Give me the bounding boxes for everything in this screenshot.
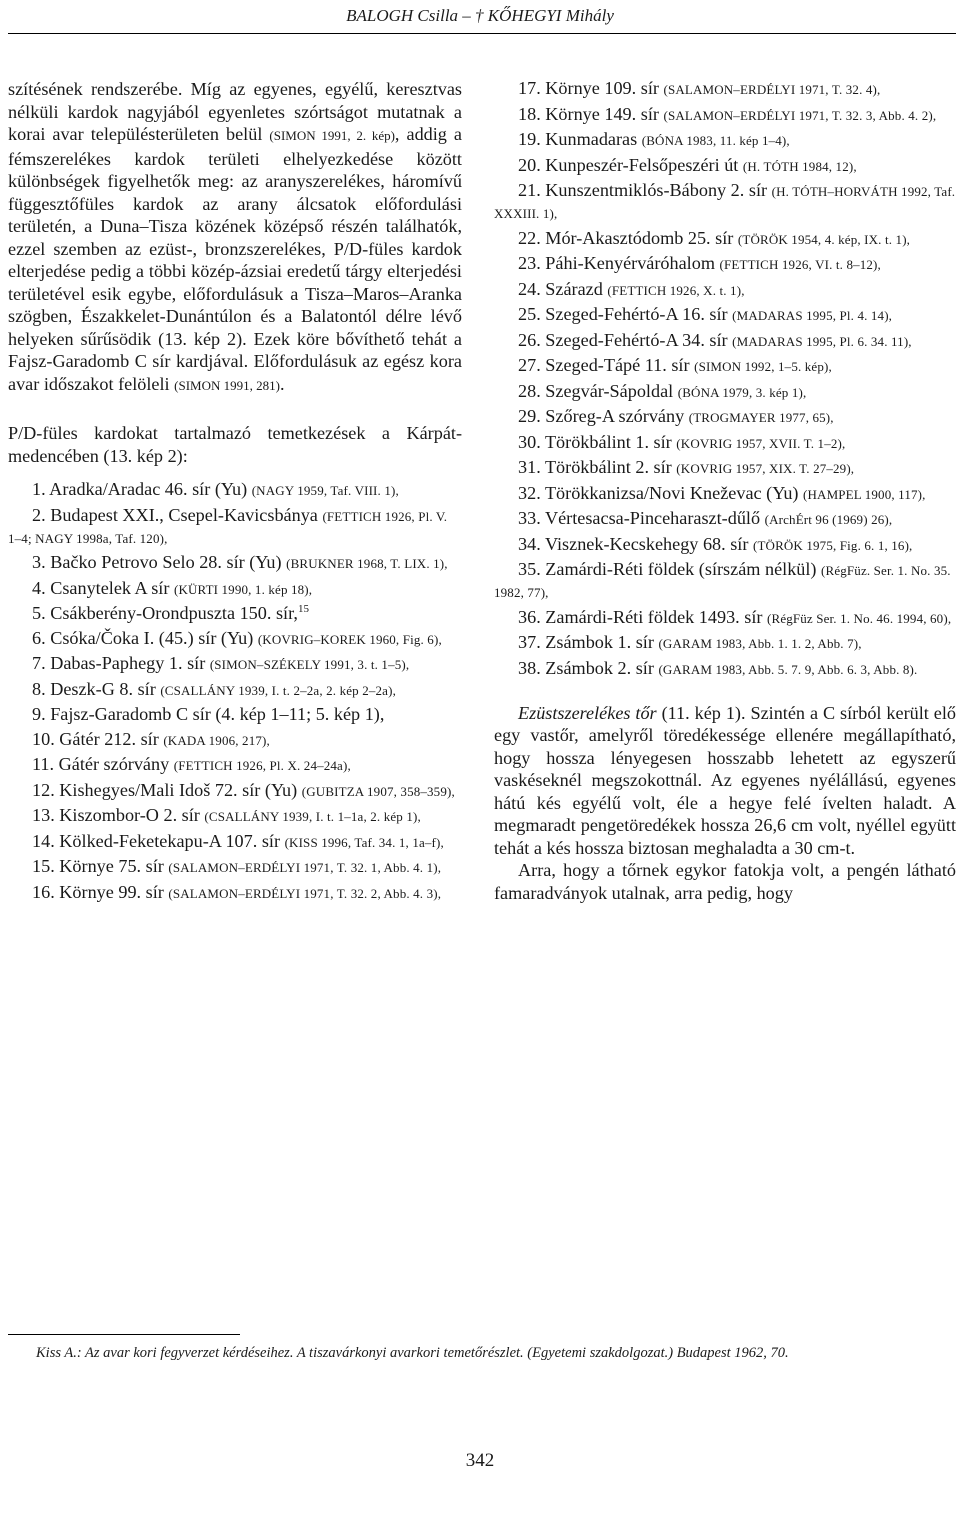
list-item-main: 35. Zamárdi-Réti földek (sírszám nélkül) xyxy=(518,559,822,579)
list-item-main: 18. Környe 149. sír xyxy=(518,103,664,124)
list-item-main: 37. Zsámbok 1. sír xyxy=(518,632,659,652)
list-item xyxy=(494,330,956,352)
list-item xyxy=(8,780,462,802)
list-item-citation: (BÓNA 1983, 11. kép 1–4), xyxy=(641,133,790,148)
list-item xyxy=(8,754,462,776)
list-item xyxy=(8,628,462,650)
header-divider xyxy=(8,33,956,34)
list-item-citation: (FETTICH 1926, X. t. 1), xyxy=(607,282,745,298)
list-item-main: 29. Szőreg-A szórvány xyxy=(518,406,689,426)
list-item-citation: (FETTICH 1926, VI. t. 8–12), xyxy=(719,257,881,272)
list-item-citation: (KOVRIG 1957, XVII. T. 1–2), xyxy=(676,435,846,451)
footnote-marker: 15 xyxy=(297,602,309,615)
list-item-citation: (FETTICH 1926, Pl. X. 24–24a), xyxy=(173,758,351,773)
list-item-main: 22. Mór-Akasztódomb 25. sír xyxy=(518,227,738,248)
list-item-citation: (GARAM 1983, Abb. 1. 1. 2, Abb. 7), xyxy=(658,636,862,651)
list-item-main: 30. Törökbálint 1. sír xyxy=(518,431,677,452)
list-item-main: 5. Csákberény-Orondpuszta 150. sír, xyxy=(32,603,298,623)
list-item xyxy=(8,578,462,600)
list-item-main: 23. Páhi-Kenyérváróhalom xyxy=(518,253,720,273)
list-item xyxy=(8,856,462,878)
list-item-citation: (MADARAS 1995, Pl. 4. 14), xyxy=(732,308,893,323)
running-header: BALOGH Csilla – † KŐHEGYI Mihály xyxy=(346,6,614,25)
list-item-main: 26. Szeged-Fehértó-A 34. sír xyxy=(518,329,733,350)
list-item xyxy=(494,406,956,428)
list-item-main: 6. Csóka/Čoka I. (45.) sír (Yu) xyxy=(32,627,258,648)
list-item-main: 20. Kunpeszér-Felsőpeszéri út xyxy=(518,154,743,175)
list-item xyxy=(8,679,462,701)
list-item xyxy=(494,658,956,680)
list-item-main: 38. Zsámbok 2. sír xyxy=(518,657,659,678)
intro-ref-2: (SIMON 1991, 281) xyxy=(174,377,280,393)
list-item-main: 1. Aradka/Aradac 46. sír (Yu) xyxy=(32,479,252,499)
list-item xyxy=(8,479,462,501)
list-item-citation: (CSALLÁNY 1939, I. t. 1–1a, 2. kép 1), xyxy=(204,809,421,824)
burial-list-left xyxy=(8,479,462,904)
list-item-citation: (RégFüz. Ser. 1. No. 35. 1982, 77), xyxy=(494,563,951,600)
burial-list-right xyxy=(494,78,956,680)
list-item-main: 31. Törökbálint 2. sír xyxy=(518,457,677,477)
list-item-citation: (SALAMON–ERDÉLYI 1971, T. 32. 2, Abb. 4. 3), xyxy=(168,885,442,901)
list-item xyxy=(494,228,956,250)
footnote-divider xyxy=(8,1334,240,1335)
dagger-text: (11. kép 1). Szintén a C sírból került elő egy vastőr, amelyről töredékessége ellenére megállapítható, hogy hossza lényegesen hosszabb lehetett az egyszerű vaskéseknél megszokottnál. Az egyenes nyélállású, egyenes hátú kés egyélű volt, éle a hegye felé ívelten haladt. A megmaradt pengetöredékek hossza 26,6 cm volt, nyéllel együtt tehát a kés hossza biztosan meghaladta a 30 cm-t. xyxy=(494,702,956,858)
list-item xyxy=(494,78,956,100)
list-item-citation: (KOVRIG 1957, XIX. T. 27–29), xyxy=(676,461,855,476)
list-item xyxy=(494,129,956,151)
list-item-citation: (GUBITZA 1907, 358–359), xyxy=(301,783,455,799)
footnote-number xyxy=(8,1344,36,1363)
list-item xyxy=(494,253,956,275)
list-item-citation: (RégFüz Ser. 1. No. 46. 1994, 60), xyxy=(767,610,952,626)
list-item-main: 34. Visznek-Kecskehegy 68. sír xyxy=(518,533,753,554)
section-heading: P/D-füles kardokat tartalmazó temetkezések a Kárpát-medencében (13. kép 2): xyxy=(8,423,462,466)
intro-text: szítésének rendszerébe. Míg az egyenes, egyélű, keresztvas nélküli kardok nagyjából egyenletes szórtságot mutatnak a korai avar településterületen belül xyxy=(8,79,462,144)
list-item-citation: (MADARAS 1995, Pl. 6. 34. 11), xyxy=(732,333,912,349)
list-item xyxy=(494,155,956,177)
list-item-main: 14. Kölked-Feketekapu-A 107. sír xyxy=(32,830,285,851)
list-item-citation: (BÓNA 1979, 3. kép 1), xyxy=(677,384,807,400)
list-item-main: 36. Zamárdi-Réti földek 1493. sír xyxy=(518,606,768,627)
list-item-citation: (TROGMAYER 1977, 65), xyxy=(688,410,834,425)
list-item-main: 16. Környe 99. sír xyxy=(32,881,169,902)
list-item-main: 19. Kunmadaras xyxy=(518,129,642,149)
list-item xyxy=(494,607,956,629)
list-item xyxy=(494,432,956,454)
list-item-citation: (FETTICH 1926, Pl. V. 1–4; NAGY 1998a, Taf. 120), xyxy=(8,508,448,546)
list-item-citation: (TÖRÖK 1975, Fig. 6. 1, 16), xyxy=(752,537,913,553)
list-item-citation: (H. TÓTH–HORVÁTH 1992, Taf. XXXIII. 1), xyxy=(494,184,956,221)
list-item-citation: (SIMON–SZÉKELY 1991, 3. t. 1–5), xyxy=(209,657,410,672)
intro-text-2: , addig a fémszerelékes kardok területi elhelyezkedése között különbségek figyelhetők meg: az aranyszerelékes, háromívű függesztőfüles kardok az arany álcsatok előfordulási területén, a Duna–Tisza közének középső részén találhatók, ezzel szemben az ezüst-, bronzszerelékes, P/D-füles kardok elterjedése pedig a többi közép-ázsiai eredetű tárgy elterjedési területével esik egybe, előfordulásuk a Tisza–Maros–Aranka szögben, Északkelet-Dunántúlon és a Balatontól délre lévő helyeken sűrűsödik (13. kép 2). Ezek köre bővíthető tehát a Fajsz-Garadomb C sír kardjával. Előfordulásuk az egész kora avar időszakot felöleli xyxy=(8,124,463,394)
list-item-citation: (KOVRIG–KOREK 1960, Fig. 6), xyxy=(257,631,442,647)
list-item-main: 15. Környe 75. sír xyxy=(32,856,169,876)
list-item-main: 12. Kishegyes/Mali Idoš 72. sír (Yu) xyxy=(32,779,302,800)
list-item xyxy=(8,603,462,624)
list-item-main: 7. Dabas-Paphegy 1. sír xyxy=(32,653,210,673)
right-column xyxy=(494,78,956,904)
list-item xyxy=(494,559,956,603)
list-item-main: 32. Törökkanizsa/Novi Kneževac (Yu) xyxy=(518,482,804,503)
list-item-citation: (SALAMON–ERDÉLYI 1971, T. 32. 3, Abb. 4. 2), xyxy=(663,107,937,123)
left-column xyxy=(8,78,462,907)
list-item xyxy=(494,279,956,301)
list-item-citation: (KISS 1996, Taf. 34. 1, 1a–f), xyxy=(284,834,444,850)
list-item xyxy=(494,483,956,505)
footnote-text: Kiss A.: Az avar kori fegyverzet kérdéseihez. A tiszavárkonyi avarkori temetőrészlet. (Egyetemi szakdolgozat.) Budapest 1962, 70. xyxy=(36,1345,789,1361)
list-item xyxy=(8,882,462,904)
list-item xyxy=(8,805,462,827)
list-item xyxy=(8,552,462,574)
list-item-main: 17. Környe 109. sír xyxy=(518,78,664,98)
intro-ref-1: (SIMON 1991, 2. kép) xyxy=(269,128,395,143)
list-item-citation: (HAMPEL 1900, 117), xyxy=(803,486,926,502)
list-item-citation: (KADA 1906, 217), xyxy=(163,732,270,748)
list-item xyxy=(494,457,956,479)
list-item-main: 28. Szegvár-Sápoldal xyxy=(518,380,678,401)
sheath-paragraph: Arra, hogy a tőrnek egykor fatokja volt, a pengén látható famaradványok utalnak, arra pedig, hogy xyxy=(494,860,956,903)
list-item-main: 3. Bačko Petrovo Selo 28. sír (Yu) xyxy=(32,552,287,572)
dagger-title: Ezüstszerelékes tőr xyxy=(518,702,657,723)
page-number: 342 xyxy=(465,1450,495,1471)
list-item-main: 21. Kunszentmiklós-Bábony 2. sír xyxy=(518,180,772,200)
list-item-citation: (H. TÓTH 1984, 12), xyxy=(742,158,857,174)
list-item-citation: (SALAMON–ERDÉLYI 1971, T. 32. 4), xyxy=(663,82,881,97)
list-item-main: 10. Gátér 212. sír xyxy=(32,728,164,749)
intro-paragraph xyxy=(8,78,462,397)
list-item-main: 13. Kiszombor-O 2. sír xyxy=(32,805,205,825)
list-item xyxy=(494,632,956,654)
list-item-citation: (SALAMON–ERDÉLYI 1971, T. 32. 1, Abb. 4. 1), xyxy=(168,860,442,875)
list-item-main: 24. Szárazd xyxy=(518,278,608,299)
list-item-citation: (CSALLÁNY 1939, I. t. 2–2a, 2. kép 2–2a), xyxy=(160,682,396,698)
list-item-citation: (SIMON 1992, 1–5. kép), xyxy=(694,359,832,374)
list-item xyxy=(494,534,956,556)
list-item-main: 4. Csanytelek A sír xyxy=(32,577,174,598)
list-item-main: 8. Deszk-G 8. sír xyxy=(32,678,161,699)
list-item xyxy=(494,104,956,126)
list-item xyxy=(494,508,956,530)
list-item-main: 9. Fajsz-Garadomb C sír (4. kép 1–11; 5. kép 1), xyxy=(32,704,385,724)
footnote xyxy=(8,1344,956,1363)
list-item xyxy=(8,505,462,549)
list-item xyxy=(494,180,956,224)
list-item xyxy=(8,653,462,675)
list-item xyxy=(494,355,956,377)
list-item-citation: (TÖRÖK 1954, 4. kép, IX. t. 1), xyxy=(737,231,911,247)
list-item-main: 27. Szeged-Tápé 11. sír xyxy=(518,355,695,375)
list-item-citation: (KÜRTI 1990, 1. kép 18), xyxy=(173,581,313,597)
list-item xyxy=(8,729,462,751)
list-item-main: 25. Szeged-Fehértó-A 16. sír xyxy=(518,304,733,324)
list-item xyxy=(494,381,956,403)
list-item xyxy=(8,704,462,725)
list-item xyxy=(494,304,956,326)
list-item-main: 33. Vértesacsa-Pinceharaszt-dűlő xyxy=(518,508,765,528)
list-item-main: 2. Budapest XXI., Csepel-Kavicsbánya xyxy=(32,504,323,525)
list-item-citation: (ArchÉrt 96 (1969) 26), xyxy=(764,512,893,527)
list-item-main: 11. Gátér szórvány xyxy=(32,754,174,774)
intro-text-3: . xyxy=(279,373,285,394)
list-item-citation: (BRUKNER 1968, T. LIX. 1), xyxy=(286,556,448,571)
list-item-citation: (NAGY 1959, Taf. VIII. 1), xyxy=(251,483,399,498)
dagger-paragraph xyxy=(494,702,956,860)
list-item-citation: (GARAM 1983, Abb. 5. 7. 9, Abb. 6. 3, Abb. 8). xyxy=(658,661,918,677)
list-item xyxy=(8,831,462,853)
